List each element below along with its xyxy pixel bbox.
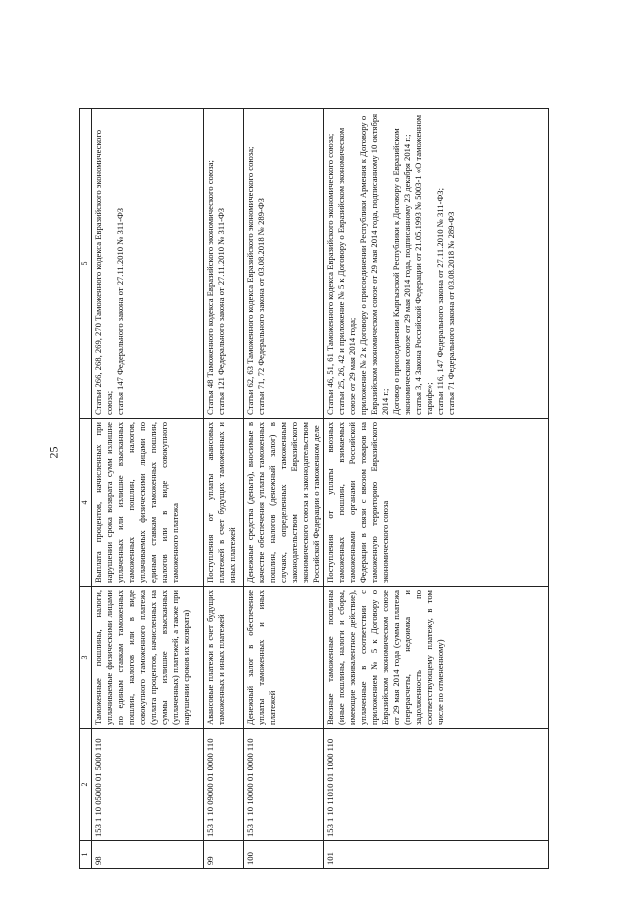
income-code: 153 1 10 11010 01 1000 110 (323, 729, 548, 841)
table-row (323, 109, 548, 869)
column-number: 5 (80, 109, 92, 419)
legal-basis-line: Статьи 62, 63 Таможенного кодекса Евразийского экономического союза; (244, 146, 255, 415)
document-table-rotated (79, 109, 549, 869)
legal-basis-line: статьи 116, 147 Федерального закона от 27.11.2010 № 311-ФЗ; (434, 188, 445, 415)
page-number: 25 (46, 446, 61, 459)
income-description: Поступления от уплаты авансовых платежей в счет будущих таможенных и иных платежей (204, 419, 243, 587)
table-row (204, 109, 243, 869)
row-number: 98 (92, 841, 204, 869)
table-row (92, 109, 204, 869)
income-code: 153 1 10 05000 01 5000 110 (92, 729, 204, 841)
column-number: 1 (80, 841, 92, 869)
income-name: Ввозные таможенные пошлины (иные пошлины, налоги и сборы, имеющие эквивалентное действие), уплаченные в соответствии с приложением № 5 к Договору о Евразийском экономическом союзе от 29 мая 2014 года (сумма платежа (перерасчеты, недоимка и задолженность по соответствующему платежу, в том числе по отмененному) (323, 587, 548, 729)
legal-basis-line: Договор о присоединении Кыргызской Республики к Договору о Евразийском экономическом союзе от 29 мая 2014 года, подписанному 23 декабря 2014 г.; (390, 128, 412, 415)
column-number-row (80, 109, 92, 869)
income-name: Денежный залог в обеспечение уплаты таможенных и иных платежей (243, 587, 323, 729)
legal-basis-line: статьи 25, 26, 42 и приложение № 5 к Договору о Евразийском экономическом союзе от 29 мая 2014 года; (335, 127, 357, 415)
legal-basis-line: статья 121 Федерального закона от 27.11.2010 № 311-ФЗ (216, 207, 227, 415)
legal-basis-line: Статьи 46, 51, 61 Таможенного кодекса Евразийского экономического союза; (324, 133, 335, 415)
legal-basis (243, 109, 323, 419)
legal-basis (204, 109, 243, 419)
column-number: 3 (80, 587, 92, 729)
legal-basis-line: статья 71 Федерального закона от 03.08.2018 № 289-ФЗ (445, 211, 456, 415)
legal-basis (323, 109, 548, 419)
income-name: Авансовые платежи в счет будущих таможенных и иных платежей (204, 587, 243, 729)
column-number: 2 (80, 729, 92, 841)
income-name: Таможенные пошлины, налоги, уплачиваемые физическими лицами по единым ставкам таможенных пошлин, налогов или в виде совокупного таможенного платежа (уплата процентов, начисленных на суммы излишне взысканных (уплаченных) платежей, а также при нарушении сроков их возврата) (92, 587, 204, 729)
row-number: 101 (323, 841, 548, 869)
column-number: 4 (80, 419, 92, 587)
legal-basis-line: статья 3, 4 Закона Российской Федерации от 21.05.1993 № 5003-1 «О таможенном тарифе»; (412, 114, 434, 415)
income-codes-table (79, 108, 549, 869)
income-description: Денежные средства (деньги), вносимые в качестве обеспечения уплаты таможенных пошлин, налогов (денежный залог) в случаях, определенных таможенным законодательством Евразийского экономического союза и законодательством Российской Федерации о таможенном деле (243, 419, 323, 587)
legal-basis-line: статья 147 Федерального закона от 27.11.2010 № 311-ФЗ (115, 207, 125, 415)
row-number: 99 (204, 841, 243, 869)
legal-basis-line: приложение № 2 к Договору о присоединении Республики Армения к Договору о Евразийском экономическом союзе от 29 мая 2014 года, подписанному 10 октября 2014 г.; (357, 113, 390, 415)
row-number: 100 (243, 841, 323, 869)
legal-basis (92, 109, 204, 419)
income-description: Поступления от уплаты ввозных таможенных пошлин, взимаемых таможенными органами Российской Федерации в связи с ввозом товаров на таможенную территорию Евразийского экономического союза (323, 419, 548, 587)
income-code: 153 1 10 09000 01 0000 110 (204, 729, 243, 841)
legal-basis-line: Статьи 266, 268, 269, 270 Таможенного кодекса Евразийского экономического союза; (93, 129, 114, 415)
income-description: Выплата процентов, начисленных при нарушении срока возврата сумм излишне уплаченных или излишне взысканных таможенных пошлин, налогов, уплачиваемых физическими лицами по единым ставкам таможенных пошлин, налогов или в виде совокупного таможенного платежа (92, 419, 204, 587)
income-code: 153 1 10 10000 01 0000 110 (243, 729, 323, 841)
table-row (243, 109, 323, 869)
legal-basis-line: статьи 71, 72 Федерального закона от 03.08.2018 № 289-ФЗ (255, 198, 266, 415)
legal-basis-line: Статья 48 Таможенного кодекса Евразийского экономического союза; (205, 160, 216, 415)
